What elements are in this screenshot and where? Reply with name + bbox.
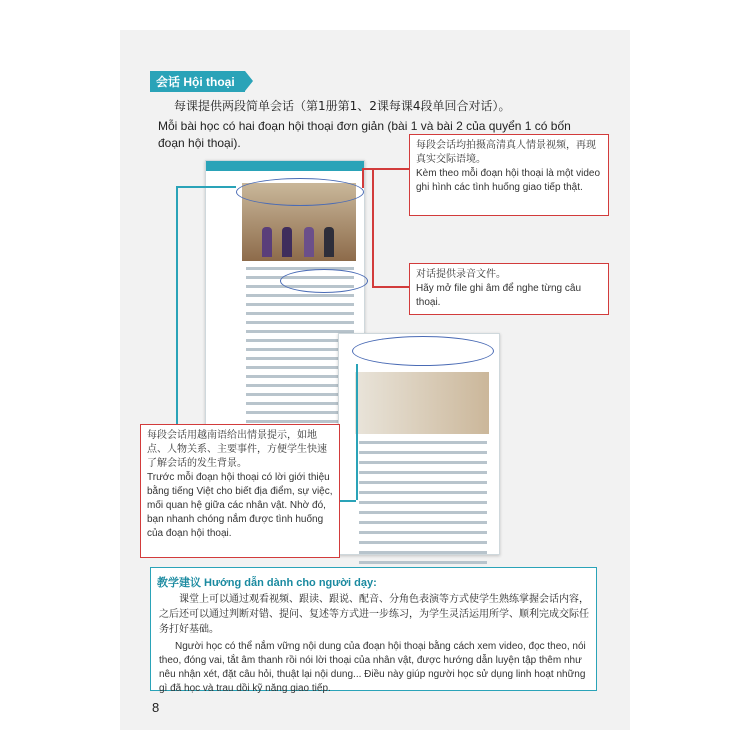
callout-video-vi: Kèm theo mỗi đoạn hội thoại là một video ghi hình các tình huống giao tiếp thật. bbox=[416, 168, 600, 193]
person-figure bbox=[262, 227, 272, 257]
person-figure bbox=[282, 227, 292, 257]
teaching-tips-vi: Người học có thể nắm vững nội dung của đoạn hội thoại bằng cách xem video, đọc theo, nói theo, đóng vai, tắt âm thanh rồi nói lời thoại của nhân vật, được hướng dẫn luyện tập thêm như nêu nhận xét, đặt câu hỏi, thuật lại nội dung... Điều này giúp người học sử dụng linh hoạt những gì đã học và trau dồi kỹ năng giao tiếp. bbox=[159, 641, 586, 694]
callout-audio-vi: Hãy mở file ghi âm để nghe từng câu thoại. bbox=[416, 283, 582, 308]
callout-video-cn: 每段会话均拍摄高清真人情景视频，再现真实交际语境。 bbox=[416, 140, 596, 165]
connector-line bbox=[176, 186, 178, 424]
person-figure bbox=[304, 227, 314, 257]
intro-vietnamese: Mỗi bài học có hai đoạn hội thoại đơn giản (bài 1 và bài 2 của quyển 1 có bốn đoạn hội thoại). bbox=[158, 119, 571, 150]
teaching-tips-box bbox=[150, 567, 597, 694]
person-figure bbox=[324, 227, 334, 257]
connector-line bbox=[356, 364, 358, 500]
callout-context bbox=[140, 424, 340, 558]
callout-audio-cn: 对话提供录音文件。 bbox=[416, 269, 506, 280]
section-tag-label: 会话 Hội thoại bbox=[156, 75, 235, 89]
connector-line bbox=[362, 168, 364, 188]
connector-line bbox=[372, 286, 410, 288]
textbook-page-image-2 bbox=[338, 333, 500, 555]
highlight-oval bbox=[280, 269, 368, 293]
callout-video bbox=[409, 134, 609, 216]
connector-line bbox=[362, 168, 410, 170]
teaching-tips-heading: 教学建议 Hướng dẫn dành cho người dạy: bbox=[157, 577, 377, 589]
connector-line bbox=[372, 168, 374, 286]
callout-context-cn: 每段会话用越南语给出情景提示，如地点、人物关系、主要事件，方便学生快速了解会话的发生背景。 bbox=[147, 430, 327, 469]
textbook-header-bar bbox=[206, 161, 364, 171]
callout-context-vi: Trước mỗi đoạn hội thoại có lời giới thiệu bằng tiếng Việt cho biết địa điểm, sự việc, mối quan hệ giữa các nhân vật. Nhờ đó, bạn nhanh chóng nắm được tình huống của đoạn hội thoại. bbox=[147, 472, 333, 539]
section-tag-arrow bbox=[245, 71, 253, 91]
dialogue-photo-2 bbox=[355, 372, 489, 434]
highlight-oval bbox=[352, 336, 494, 366]
intro-chinese: 每课提供两段简单会话（第1册第1、2课每课4段单回合对话）。 bbox=[174, 99, 511, 113]
teaching-tips-cn: 课堂上可以通过观看视频、跟读、跟说、配音、分角色表演等方式使学生熟练掌握会话内容，之后还可以通过判断对错、提问、复述等方式进一步练习，为学生灵活运用所学、顺利完成交际任务打好基础。 bbox=[159, 594, 589, 635]
section-tag bbox=[150, 71, 245, 92]
highlight-oval bbox=[236, 178, 364, 206]
page-number: 8 bbox=[152, 700, 160, 715]
callout-audio bbox=[409, 263, 609, 315]
connector-line bbox=[176, 186, 236, 188]
